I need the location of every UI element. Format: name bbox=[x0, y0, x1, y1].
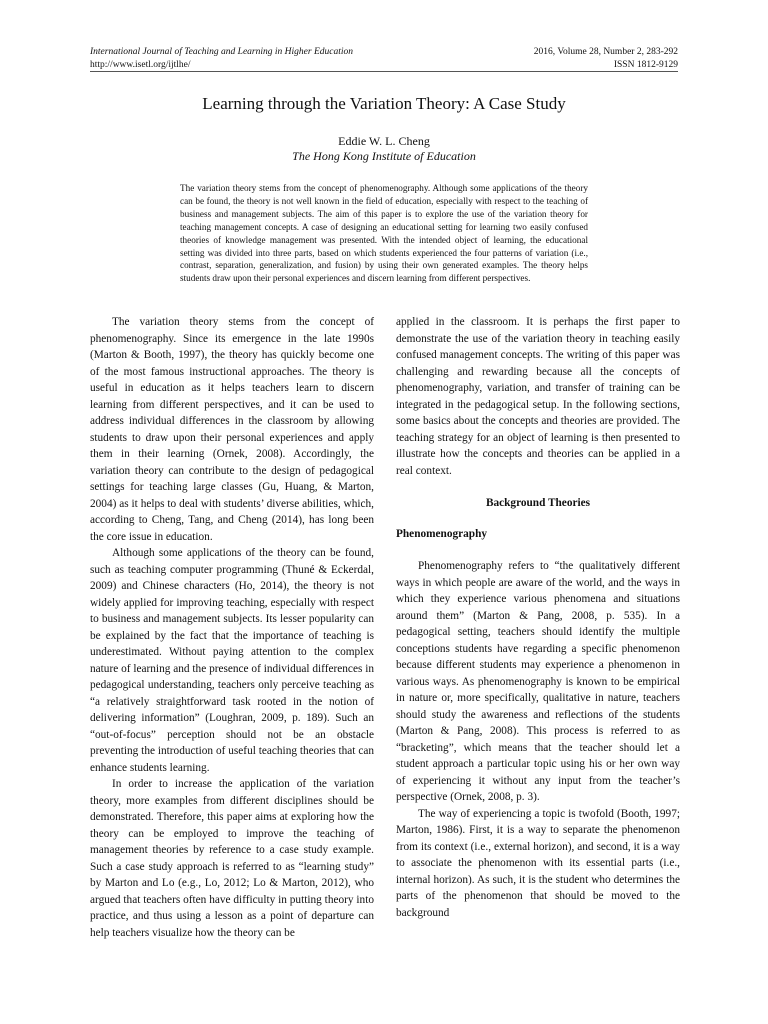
body-paragraph: Phenomenography refers to “the qualitatively different ways in which people are aware of the world, and the ways in which they experience various phenomena and situations around them” (Marton & Pang, 2008, p. 535). In a pedagogical setting, teachers should identify the multiple conceptions students have regarding a specific phenomenon because different students may experience a phenomenon in various ways. As phenomenography is known to be empirical in nature or, more specifically, qualitative in nature, teachers should study the awareness and reflections of the students (Marton & Pang, 2008). This process is referred to as “bracketing”, which means that the teacher should let a student approach a particular topic using his or her own way of experiencing it without any input from the teacher’s perspective (Ornek, 2008, p. 3). bbox=[396, 560, 680, 803]
journal-name: International Journal of Teaching and Learning in Higher Education bbox=[90, 47, 353, 57]
header-divider bbox=[90, 71, 678, 72]
body-paragraph: The way of experiencing a topic is twofold (Booth, 1997; Marton, 1986). First, it is a way to separate the phenomenon from its context (i.e., external horizon), and second, it is a way to associate the phenomenon with its essential parts (i.e., internal horizon). As such, it is the student who determines the parts of the phenomenon that should be moved to the background bbox=[396, 807, 680, 919]
body-paragraph: Although some applications of the theory can be found, such as teaching computer programming (Thuné & Eckerdal, 2009) and Chinese characters (Ho, 2014), the theory is not widely applied for improving teaching, especially with respect to business and management subjects. Its lesser popularity can be explained by the fact that the importance of teaching is underestimated. Without paying attention to the complex nature of learning and the presence of individual differences in pedagogical understanding, teachers only perceive teaching as “a relatively straightforward task rooted in the notion of delivering information” (Loughran, 2009, p. 189). Such an “out-of-focus” perception should not be an obstacle preventing the introduction of useful teaching theories that can enhance students learning. bbox=[90, 547, 374, 774]
author-name: Eddie W. L. Cheng bbox=[338, 134, 430, 148]
paper-title: Learning through the Variation Theory: A Case Study bbox=[202, 94, 566, 113]
body-paragraph: In order to increase the application of the variation theory, more examples from different disciplines should be demonstrated. Therefore, this paper aims at exploring how the theory can be employed to improve the teaching of management theories by reference to a case study example. Such a case study approach is referred to as “learning study” by Marton and Lo (e.g., Lo, 2012; Lo & Marton, 2012), who argued that teachers often have difficulty in putting theory into practice, and thus using a lesson as a point of departure can help teachers visualize how the theory can be bbox=[90, 778, 374, 939]
subsection-heading: Phenomenography bbox=[396, 527, 488, 540]
body-paragraph: The variation theory stems from the concept of phenomenography. Since its emergence in the late 1990s (Marton & Booth, 1997), the theory has quickly become one of the most famous instructional approaches. The theory is useful in education as it helps teachers learn to discern learning from different perspectives, and it can be used to address individual differences in the classroom by allowing students to draw upon their personal experiences and apply them in their learning (Ornek, 2008). Accordingly, the variation theory can contribute to the design of pedagogical settings for teaching large classes (Gu, Huang, & Marton, 2004) as it helps to deal with students’ diverse abilities, which, according to Cheng, Tang, and Cheng (2014), has long been the core issue in education. bbox=[90, 316, 374, 543]
left-column bbox=[90, 314, 374, 941]
abstract: The variation theory stems from the concept of phenomenography. Although some applications of the theory can be found, the theory is not well known in the field of education, especially with respect to the teaching of business and management subjects. The aim of this paper is to explore the use of the variation theory for teaching management concepts. A case of designing an educational setting for learning two easily confused theories of knowledge management was presented. With the intended object of learning, the educational setting was divided into three parts, based on which students experienced the four patterns of variation (i.e., contrast, separation, generalization, and fusion) by using their own generated examples. The theory helps students draw upon their personal experiences and discern learning from different perspectives. bbox=[180, 183, 588, 284]
journal-url[interactable]: http://www.isetl.org/ijtlhe/ bbox=[90, 59, 191, 70]
right-column bbox=[396, 314, 680, 921]
running-header-right bbox=[534, 46, 678, 71]
body-paragraph: applied in the classroom. It is perhaps the first paper to demonstrate the use of the variation theory in teaching easily confused management concepts. The writing of this paper was challenging and rewarding because all the concepts of phenomenography, variation, and transfer of training can be integrated in the pedagogical setup. In the following sections, some basics about the concepts and theories are provided. The teaching strategy for an object of learning is then presented to illustrate how the concepts and theories can be applied in a real context. bbox=[396, 316, 680, 477]
issn: ISSN 1812-9129 bbox=[613, 59, 678, 70]
section-heading: Background Theories bbox=[485, 497, 591, 509]
volume-info: 2016, Volume 28, Number 2, 283-292 bbox=[533, 47, 678, 57]
author-affiliation: The Hong Kong Institute of Education bbox=[292, 149, 476, 163]
running-header-left bbox=[90, 46, 353, 71]
